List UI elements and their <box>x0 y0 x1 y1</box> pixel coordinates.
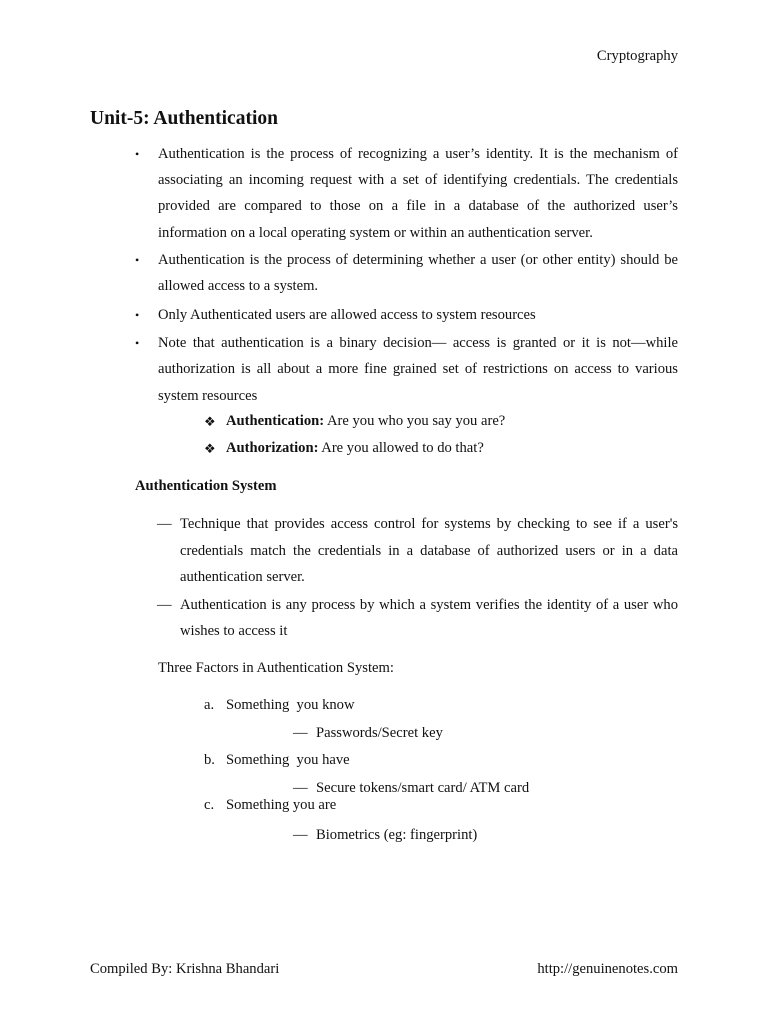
dash-line: credentials match the credentials in a database of authorized users or in a data <box>180 543 678 559</box>
factor-example: Passwords/Secret key <box>316 725 443 741</box>
bullet-line: allowed access to a system. <box>158 278 319 294</box>
bullet-line: provided are compared to those on a file in a database of the authorized user’s <box>158 198 678 214</box>
sub-bullet-text: Are you allowed to do that? <box>321 440 484 456</box>
factor-label: Something you are <box>226 797 337 813</box>
section-heading: Authentication System <box>135 478 277 494</box>
dash-line: Authentication is any process by which a system verifies the identity of a user who <box>180 597 678 613</box>
factors-intro: Three Factors in Authentication System: <box>158 660 394 676</box>
diamond-bullet-icon: ❖ <box>204 441 216 456</box>
factor-letter: a. <box>204 697 215 713</box>
dash-line: authentication server. <box>180 569 305 585</box>
bullet-icon: • <box>135 336 140 350</box>
bullet-line: Only Authenticated users are allowed access to system resources <box>158 307 536 323</box>
sub-bullet-term: Authentication: <box>226 413 325 429</box>
dash-line: wishes to access it <box>180 623 288 639</box>
sub-bullet-authentication <box>226 413 505 430</box>
dash-icon: — <box>293 780 308 796</box>
bullet-line: authorization is all about a more fine grained set of restrictions on access to various <box>158 361 678 377</box>
dash-line: Technique that provides access control for systems by checking to see if a user's <box>180 516 678 532</box>
footer-author: Compiled By: Krishna Bhandari <box>90 961 280 977</box>
bullet-icon: • <box>135 308 140 322</box>
dash-icon: — <box>157 516 172 532</box>
diamond-bullet-icon: ❖ <box>204 414 216 429</box>
factor-letter: c. <box>204 797 215 813</box>
bullet-icon: • <box>135 147 140 161</box>
bullet-icon: • <box>135 253 140 267</box>
bullet-line: associating an incoming request with a set of identifying credentials. The credentials <box>158 172 678 188</box>
bullet-line: Authentication is the process of recognizing a user’s identity. It is the mechanism of <box>158 146 678 162</box>
bullet-line: Note that authentication is a binary decision— access is granted or it is not—while <box>158 335 678 351</box>
running-header: Cryptography <box>596 48 678 64</box>
factor-letter: b. <box>204 752 215 768</box>
dash-icon: — <box>157 597 172 613</box>
sub-bullet-term: Authorization: <box>226 440 319 456</box>
factor-example: Biometrics (eg: fingerprint) <box>316 827 478 843</box>
factor-label: Something you have <box>226 752 350 768</box>
bullet-line: system resources <box>158 388 258 404</box>
factor-label: Something you know <box>226 697 355 713</box>
sub-bullet-authorization <box>226 440 484 457</box>
factor-example: Secure tokens/smart card/ ATM card <box>316 780 530 796</box>
dash-icon: — <box>293 725 308 741</box>
dash-icon: — <box>293 827 308 843</box>
sub-bullet-text: Are you who you say you are? <box>326 413 506 429</box>
footer-url[interactable]: http://genuinenotes.com <box>537 961 678 977</box>
page-title: Unit-5: Authentication <box>90 108 278 129</box>
bullet-line: Authentication is the process of determining whether a user (or other entity) should be <box>158 252 678 268</box>
bullet-line: information on a local operating system or within an authentication server. <box>158 225 593 241</box>
